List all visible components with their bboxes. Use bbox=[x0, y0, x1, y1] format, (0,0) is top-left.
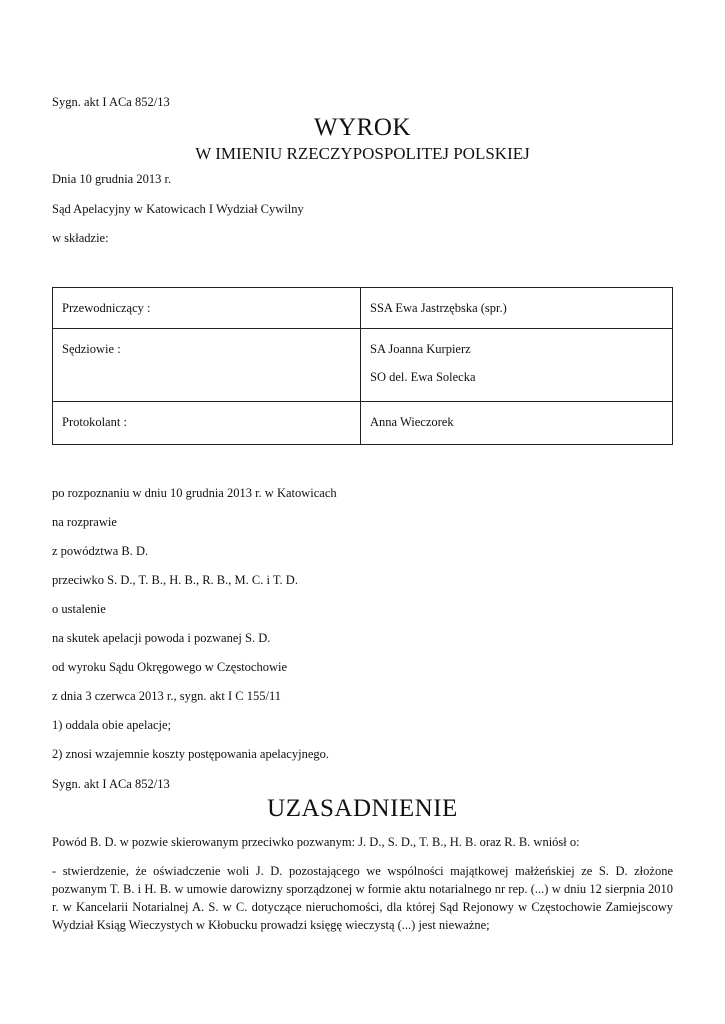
table-row bbox=[53, 329, 673, 402]
judgment-date: Dnia 10 grudnia 2013 r. bbox=[52, 172, 172, 186]
judge-name: SA Joanna Kurpierz bbox=[370, 342, 471, 356]
clerk-label: Protokolant : bbox=[62, 415, 127, 429]
chair-label: Przewodniczący : bbox=[62, 301, 151, 315]
table-row bbox=[53, 288, 673, 329]
chair-value: SSA Ewa Jastrzębska (spr.) bbox=[370, 301, 507, 315]
proceedings-line: z powództwa B. D. bbox=[52, 544, 149, 558]
proceedings-line: przeciwko S. D., T. B., H. B., R. B., M. C. i T. D. bbox=[52, 573, 298, 587]
justification-paragraph: - stwierdzenie, że oświadczenie woli J. D. pozostającego we wspólności majątkowej małżeńskiej ze S. D. złożone pozwanym T. B. i H. B. w umowie darowizny sporządzonej w formie aktu notarialnego nr rep. (...) w dniu 12 sierpnia 2010 r. w Kancelarii Notarialnej A. S. w C. dotyczące nieruchomości, dla której Sąd Rejonowy w Częstochowie Zamiejscowy Wydział Ksiąg Wieczystych w Kłobucku prowadzi księgę wieczystą (...) jest nieważne; bbox=[52, 864, 673, 932]
proceedings-line: od wyroku Sądu Okręgowego w Częstochowie bbox=[52, 660, 288, 674]
proceedings-line: po rozpoznaniu w dniu 10 grudnia 2013 r. w Katowicach bbox=[52, 486, 337, 500]
ruling-point: 2) znosi wzajemnie koszty postępowania apelacyjnego. bbox=[52, 747, 329, 761]
judge-name: SO del. Ewa Solecka bbox=[370, 370, 476, 384]
table-row bbox=[53, 402, 673, 445]
ruling-point: 1) oddala obie apelacje; bbox=[52, 718, 172, 732]
court-panel-table bbox=[52, 287, 673, 445]
composition-label: w składzie: bbox=[52, 231, 109, 245]
justification-intro: Powód B. D. w pozwie skierowanym przeciwko pozwanym: J. D., S. D., T. B., H. B. oraz R. B. wniósł o: bbox=[52, 835, 580, 849]
document-subtitle: W IMIENIU RZECZYPOSPOLITEJ POLSKIEJ bbox=[195, 144, 530, 163]
document-title: WYROK bbox=[314, 114, 411, 141]
proceedings-line: o ustalenie bbox=[52, 602, 106, 616]
case-signature: Sygn. akt I ACa 852/13 bbox=[52, 777, 170, 791]
clerk-value: Anna Wieczorek bbox=[370, 415, 454, 429]
court-name: Sąd Apelacyjny w Katowicach I Wydział Cywilny bbox=[52, 202, 304, 216]
justification-title: UZASADNIENIE bbox=[267, 795, 458, 822]
case-signature: Sygn. akt I ACa 852/13 bbox=[52, 95, 170, 109]
judges-label: Sędziowie : bbox=[62, 342, 121, 356]
proceedings-line: na rozprawie bbox=[52, 515, 117, 529]
proceedings-line: na skutek apelacji powoda i pozwanej S. D. bbox=[52, 631, 271, 645]
proceedings-line: z dnia 3 czerwca 2013 r., sygn. akt I C 155/11 bbox=[52, 689, 281, 703]
